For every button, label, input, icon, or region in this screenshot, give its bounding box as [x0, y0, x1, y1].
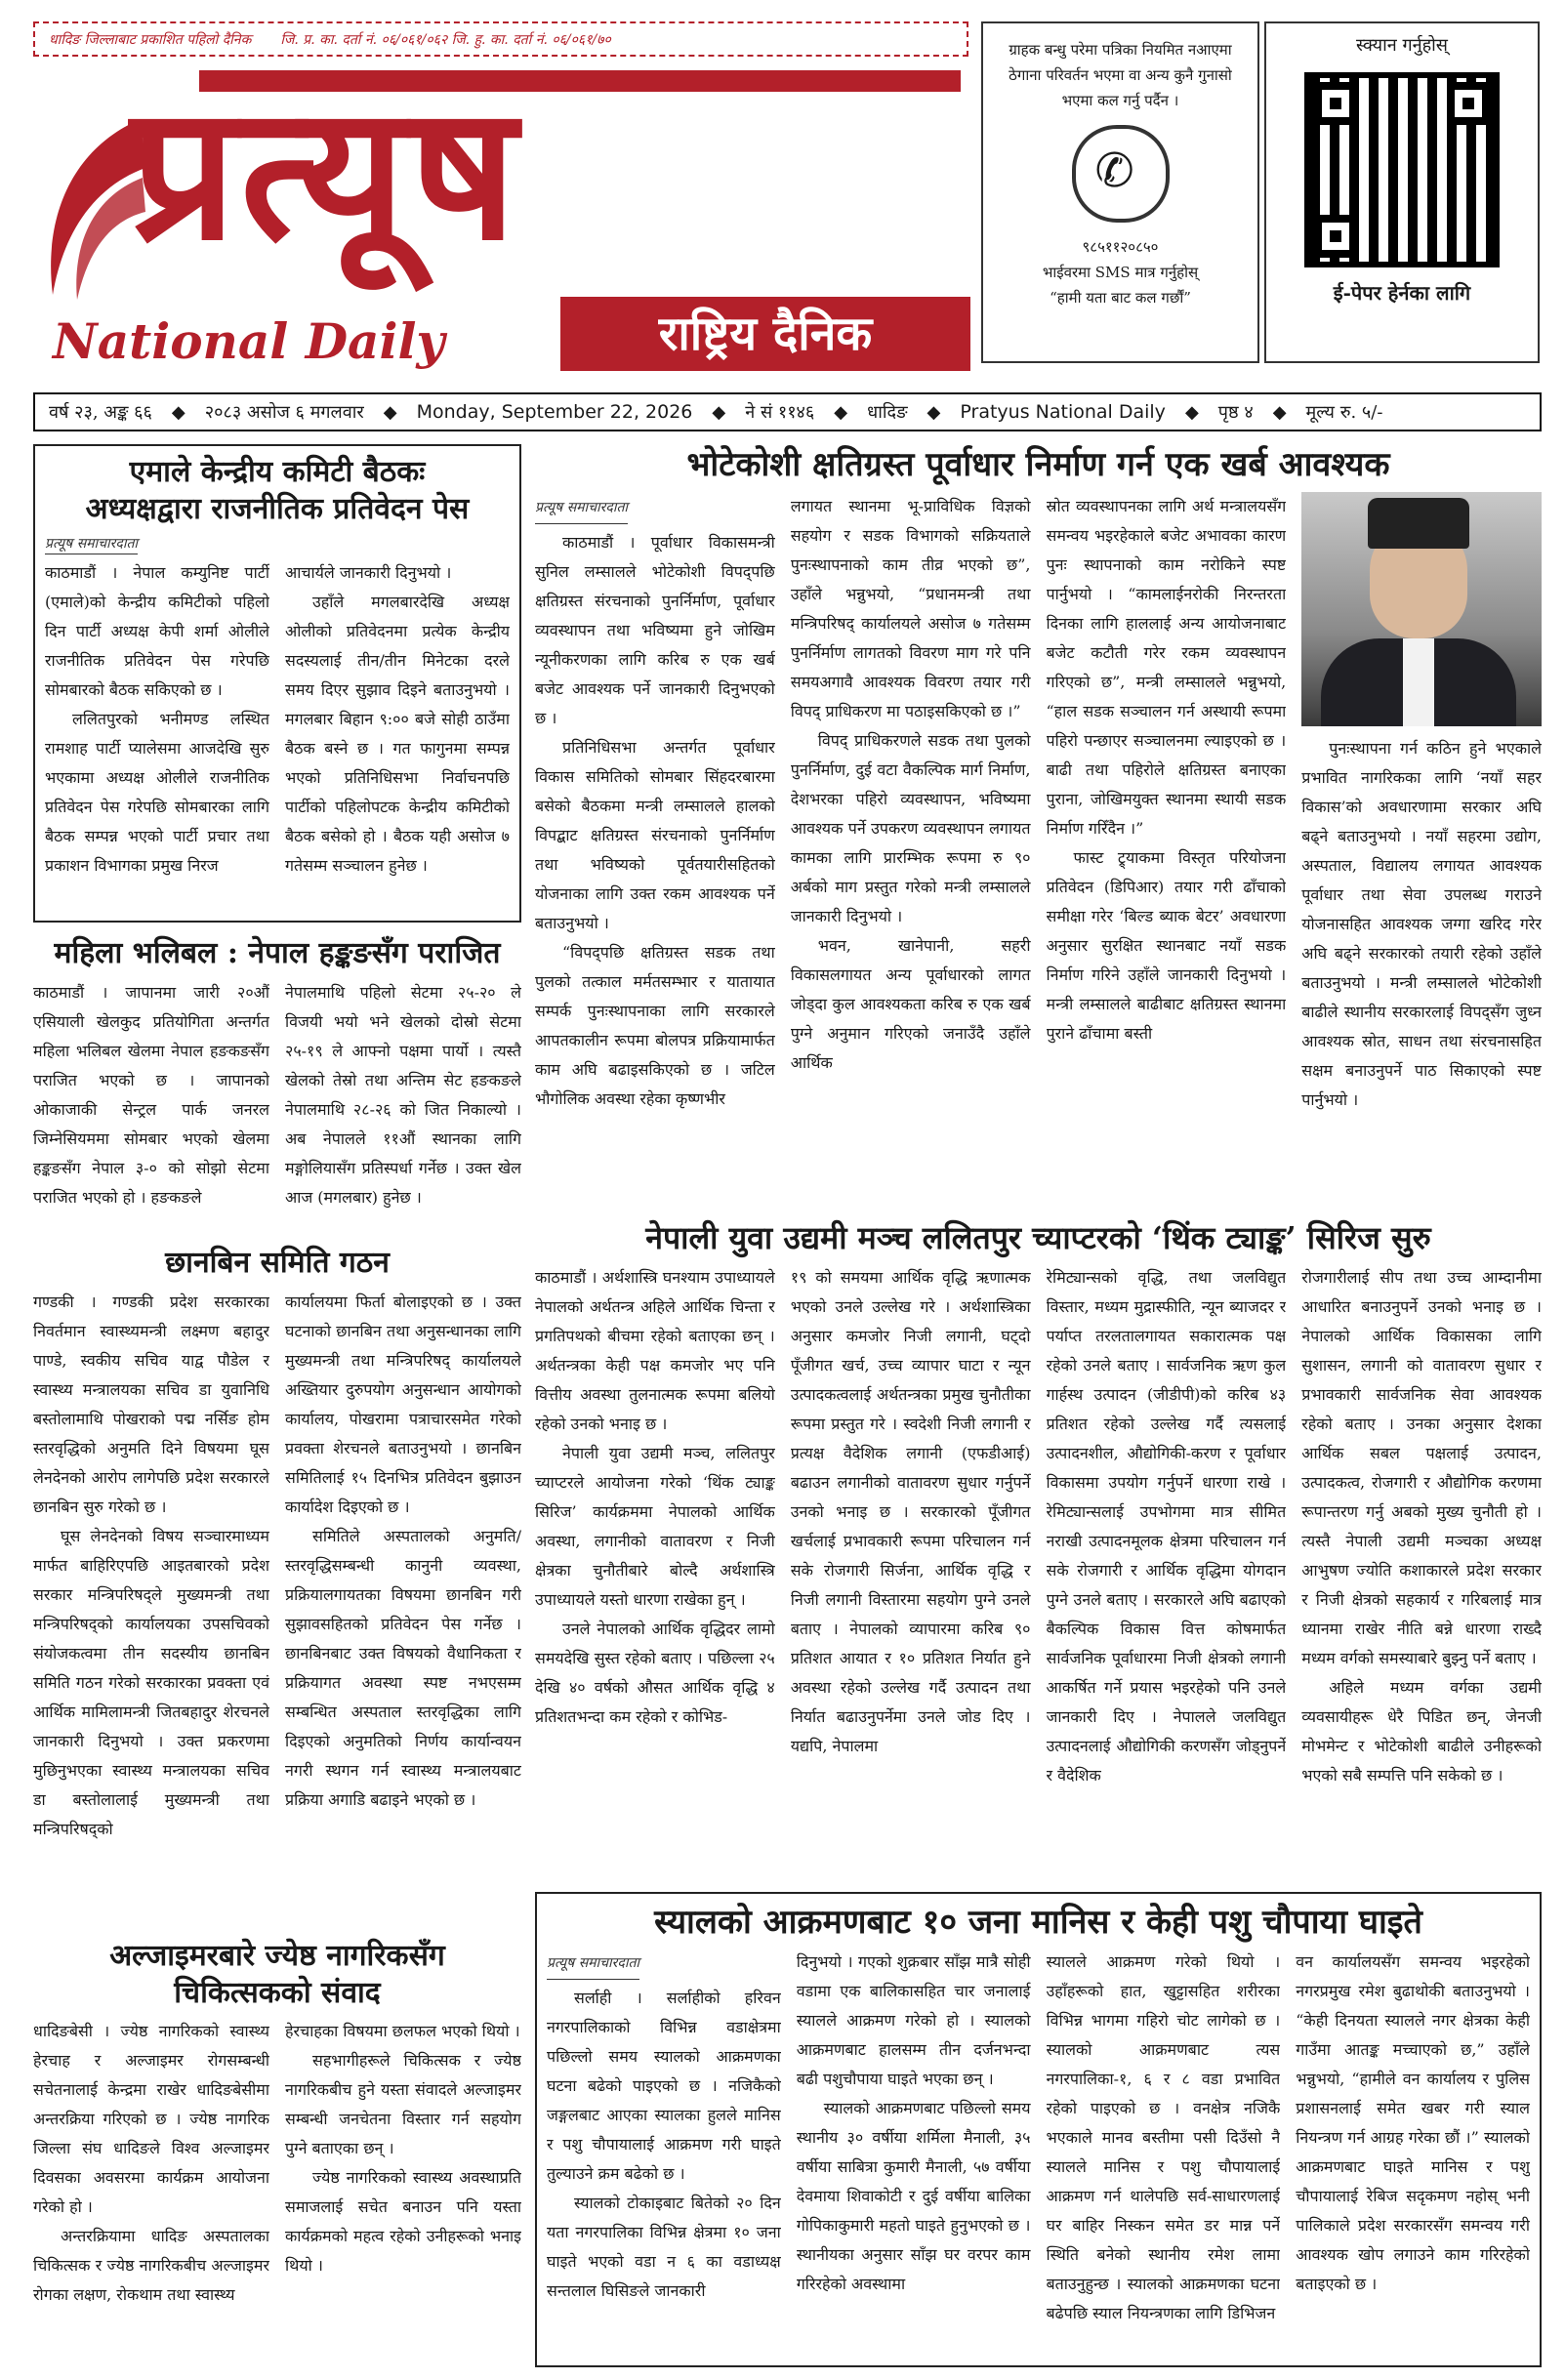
- article-investigation-headline: छानबिन समिति गठन: [165, 1246, 390, 1280]
- article-uml-headline-1: एमाले केन्द्रीय कमिटी बैठकः: [129, 455, 426, 489]
- sms-note: भाईवरमा SMS मात्र गर्नुहोस्: [1042, 264, 1199, 281]
- logo-title: प्रत्यूष: [131, 63, 521, 281]
- english-date: Monday, September 22, 2026: [416, 401, 693, 423]
- article-alzheimer-text: धादिङबेसी । ज्येष्ठ नागरिकको स्वास्थ्य हेरचाह र अल्जाइमर रोगसम्बन्धी सचेतनालाई केन्द्रमा राखेर धादिङबेसीमा अन्तरक्रिया गरिएको छ । ज्येष्ठ नागरिक जिल्ला संघ धादिङले विश्व अल्जाइमर दिवसका अवसरमा कार्यक्रम आयोजना गरेको हो ।: [33, 2022, 269, 2216]
- article-alzheimer-text: ज्येष्ठ नागरिकको स्वास्थ्य अवस्थाप्रति समाजलाई सचेत बनाउन पनि यस्ता कार्यक्रमको महत्व रहेको उनीहरूको भनाइ थियो ।: [285, 2168, 521, 2275]
- subscriber-phone-number: ९८५११२०८५०: [1082, 238, 1159, 256]
- article-youth-text: अहिले मध्यम वर्गका उद्यमी व्यवसायीहरू धेरै पिडित छन्, जेनजी मोभमेन्ट र भोटेकोशी बाढीले उनीहरूको भएको सबै सम्पत्ति पनि सकेको छ ।: [1301, 1678, 1542, 1785]
- article-jackal-text: स्यालले आक्रमण गरेको थियो । उहाँहरूको हात, खुट्टासहित शरीरका विभिन्न भागमा गहिरो चोट लागेको छ । स्यालको आक्रमणबाट त्यस नगरपालिका-१, ६ र ८ वडा प्रभावित रहेको पाइएको छ । वनक्षेत्र नजिकै भएकाले मानव बस्तीमा पसी दिउँसो नै स्यालले मानिस र पशु चौपायालाई आक्रमण गर्न थालेपछि सर्व-साधारणलाई घर बाहिर निस्कन समेत डर मान्न पर्ने स्थिति बनेको स्थानीय रमेश लामा बताउनुहुन्छ । स्यालको आक्रमणका घटना बढेपछि स्याल नियन्त्रणका लागि डिभिजन: [1046, 1951, 1281, 2322]
- article-uml-headline-2: अध्यक्षद्वारा राजनीतिक प्रतिवेदन पेस: [85, 491, 470, 526]
- paper-name: Pratyus National Daily: [960, 401, 1166, 423]
- phone-icon: ✆: [1072, 125, 1170, 223]
- article-jackal: [535, 1892, 1542, 2367]
- article-bhotekoshi-text: लगायत स्थानमा भू-प्राविधिक विज्ञको सहयोग र सडक विभागको सक्रियताले पुनःस्थापनाको काम तीव्र भएको छ”, उहाँले भन्नुभयो, “प्रधानमन्त्री तथा मन्त्रिपरिषद् कार्यालयले असोज ७ गतेसम्म पुनर्निर्माण लागतको विवरण माग गरे पनि समयअगावै आवश्यक विवरण तयार गरी विपद् प्राधिकरण मा पठाइसकिएको छ ।”: [790, 496, 1031, 720]
- article-investigation-text: घूस लेनदेनको विषय सञ्चारमाध्यम मार्फत बाहिरिएपछि आइतबारको प्रदेश सरकार मन्त्रिपरिषद्ले मुख्यमन्त्री तथा मन्त्रिपरिषद्को कार्यालयका उपसचिवको संयोजकत्वमा तीन सदस्यीय छानबिन समिति गठन गरेको सरकारका प्रवक्ता एवं आर्थिक मामिलामन्त्री जितबहादुर शेरचनले जानकारी दिनुभयो । उक्त प्रकरणमा मुछिनुभएका स्वास्थ्य मन्त्रालयका सचिव डा बस्तोलालाई मुख्यमन्त्री तथा मन्त्रिपरिषद्को: [33, 1526, 269, 1838]
- article-alzheimer-text: अन्तरक्रियामा धादिङ अस्पतालका चिकित्सक र ज्येष्ठ नागरिकबीच अल्जाइमर रोगका लक्षण, रोकथाम तथा स्वास्थ्य: [33, 2227, 269, 2304]
- article-investigation-text: कार्यालयमा फिर्ता बोलाइएको छ । उक्त घटनाको छानबिन तथा अनुसन्धानका लागि मुख्यमन्त्री तथा मन्त्रिपरिषद् कार्यालयले अख्तियार दुरुपयोग अनुसन्धान आयोगको कार्यालय, पोखरामा पत्राचारसमेत गरेको प्रवक्ता शेरचनले बताउनुभयो । छानबिन समितिलाई १५ दिनभित्र प्रतिवेदन बुझाउन कार्यादेश दिइएको छ ।: [285, 1292, 521, 1516]
- publication-place: धादिङ: [867, 402, 908, 423]
- page-number: पृष्ठ ४: [1217, 402, 1254, 423]
- article-alzheimer-headline-1: अल्जाइमरबारे ज्येष्ठ नागरिकसँग: [109, 1939, 445, 1973]
- article-uml-text: आचार्यले जानकारी दिनुभयो ।: [285, 563, 452, 582]
- article-uml-text: ललितपुरको भनीमण्ड लस्थित रामशाह पार्टी प्यालेसमा आजदेखि सुरु भएकामा अध्यक्ष ओलीले राजनीतिक प्रतिवेदन पेस गरेपछि सोमबारका लागि बैठक सम्पन्न भएको पार्टी प्रचार तथा प्रकाशन विभागका प्रमुख निरज: [45, 710, 269, 875]
- article-bhotekoshi-text: भवन, खानेपानी, सहरी विकासलगायत अन्य पूर्वाधारको लागत जोड्दा कुल आवश्यकता करिब रु एक खर्ब पुग्ने अनुमान गरिएको जनाउँदै उहाँले आर्थिक: [790, 935, 1031, 1072]
- article-uml: [33, 444, 521, 923]
- article-bhotekoshi-text: “विपद्पछि क्षतिग्रस्त सडक तथा पुलको तत्काल मर्मतसम्भार र यातायात सम्पर्क पुनःस्थापनाका लागि सरकारले आपतकालीन रूपमा बोलपत्र प्रक्रियामार्फत काम अघि बढाइसकिएको छ । जटिल भौगोलिक अवस्था रहेका कृष्णभीर: [535, 942, 775, 1108]
- article-jackal-text: वन कार्यालयसँग समन्वय भइरहेको नगरप्रमुख रमेश बुढाथोकी बताउनुभयो । “केही दिनयता स्यालले नगर क्षेत्रका केही गाउँमा आतङ्क मच्चाएको छ,” उहाँले भन्नुभयो, “हामीले वन कार्यालय र पुलिस प्रशासनलाई समेत खबर गरी स्याल नियन्त्रण गर्न आग्रह गरेका छौं ।” स्यालको आक्रमणबाट घाइते मानिस र पशु चौपायालाई रेबिज सदृकमण नहोस् भनी पालिकाले प्रदेश सरकारसँग समन्वय गरी आवश्यक खोप लगाउने काम गरिरहेको बताइएको छ ।: [1296, 1951, 1530, 2293]
- article-bhotekoshi-text: फास्ट ट्र्याकमा विस्तृत परियोजना प्रतिवेदन (डिपिआर) तयार गरी ढाँचाको समीक्षा गरेर ‘बिल्ड ब्याक बेटर’ अवधारणा अनुसार सुरक्षित स्थानबाट नयाँ सडक निर्माण गरिने उहाँले जानकारी दिनुभयो । मन्त्री लम्सालले बाढीबाट क्षतिग्रस्त स्थानमा पुराने ढाँचामा बस्ती: [1046, 847, 1287, 1043]
- article-volleyball-text: काठमाडौं । जापानमा जारी २०औं एसियाली खेलकुद प्रतियोगिता अन्तर्गत महिला भलिबल खेलमा नेपाल हङकङसँग पराजित भएको छ । जापानको ओकाजाकी सेन्ट्रल पार्क जनरल जिम्नेसियममा सोमबार भएको खेलमा हङ्कङसँग नेपाल ३-० को सोझो सेटमा पराजित भएको हो । हङकङले: [33, 982, 269, 1207]
- article-bhotekoshi-text: प्रतिनिधिसभा अन्तर्गत पूर्वाधार विकास समितिको सोमबार सिंहदरबारमा बसेको बैठकमा मन्त्री लम्सालले हालको विपद्बाट क्षतिग्रस्त संरचनाको पुनर्निर्माण तथा भविष्यको पूर्वतयारीसहितको योजनाका लागि उक्त रकम आवश्यक पर्ने बताउनुभयो ।: [535, 737, 775, 932]
- top-strip-tagline: धादिङ जिल्लाबाट प्रकाशित पहिलो दैनिक: [49, 31, 252, 48]
- article-jackal-headline: स्यालको आक्रमणबाट १० जना मानिस र केही पशु चौपाया घाइते: [654, 1903, 1422, 1942]
- article-bhotekoshi: [535, 444, 1542, 1215]
- article-bhotekoshi-text: काठमाडौं । पूर्वाधार विकासमन्त्री सुनिल लम्सालले भोटेकोशी विपद्पछि क्षतिग्रस्त संरचनाको पुनर्निर्माण, पूर्वाधार व्यवस्थापन तथा भविष्यमा हुने जोखिम न्यूनीकरणका लागि करिब रु एक खर्ब बजेट आवश्यक पर्ने जानकारी दिनुभएको छ ।: [535, 532, 775, 727]
- logo-english-subtitle: National Daily: [53, 312, 445, 370]
- article-bhotekoshi-byline: प्रत्यूष समाचारदाता: [535, 493, 628, 524]
- newspaper-logo: [33, 63, 970, 373]
- article-investigation-text: गण्डकी । गण्डकी प्रदेश सरकारका निवर्तमान स्वास्थ्यमन्त्री लक्ष्मण बहादुर पाण्डे, स्वकीय सचिव याद्व पौडेल र स्वास्थ्य मन्त्रालयका सचिव डा युवानिधि बस्तोलामाथि पोखराको पद्म नर्सिङ होम स्तरवृद्धिको अनुमति दिने विषयमा घूस लेनदेनको आरोप लागेपछि प्रदेश सरकारले छानबिन सुरु गरेको छ ।: [33, 1292, 269, 1516]
- scan-label: स्क्यान गर्नुहोस्: [1356, 35, 1448, 56]
- article-youth-text: उनले नेपालको आर्थिक वृद्धिदर लामो समयदेखि सुस्त रहेको बताए । पछिल्ला २५ देखि ४० वर्षको औसत आर्थिक वृद्धि ४ प्रतिशतभन्दा कम रहेको र कोभिड-: [535, 1620, 775, 1726]
- article-bhotekoshi-text: पुनःस्थापना गर्न कठिन हुने भएकाले प्रभावित नागरिकका लागि ‘नयाँ सहर विकास’को अवधारणामा सरकार अघि बढ्ने बताउनुभयो । नयाँ सहरमा उद्योग, अस्पताल, विद्यालय लगायत आवश्यक पूर्वाधार तथा सेवा उपलब्ध गराउने योजनासहित आवश्यक जग्गा खरिद गरेर अघि बढ्ने सरकारको तयारी रहेको उहाँले बताउनुभयो । मन्त्री लम्सालले भोटेकोशी बाढीले स्थानीय सरकारलाई विपद्सँग जुध्न आवश्यक स्रोत, साधन तथा संरचनासहित सक्षम बनाउनुपर्ने पाठ सिकाएको स्पष्ट पार्नुभयो ।: [1301, 738, 1542, 1109]
- article-investigation-text: समितिले अस्पतालको अनुमति/स्तरवृद्धिसम्बन्धी कानुनी व्यवस्था, प्रक्रियालगायतका विषयमा छानबिन गरी सुझावसहितको प्रतिवेदन पेस गर्नेछ । छानबिनबाट उक्त विषयको वैधानिकता र प्रक्रियागत अवस्था स्पष्ट नभएसम्म सम्बन्धित अस्पताल स्तरवृद्धिका लागि दिइएको अनुमतिको निर्णय कार्यान्वयन नगरी स्थगन गर्न स्वास्थ्य मन्त्रालयबाट प्रक्रिया अगाडि बढाइने भएको छ ।: [285, 1526, 521, 1809]
- article-alzheimer-text: हेरचाहका विषयमा छलफल भएको थियो ।: [285, 2022, 520, 2040]
- article-bhotekoshi-text: विपद् प्राधिकरणले सडक तथा पुलको पुनर्निर्माण, दुई वटा वैकल्पिक मार्ग निर्माण, देशभरका पहिरो व्यवस्थापन, भविष्यमा आवश्यक पर्ने उपकरण व्यवस्थापन लगायत कामका लागि प्रारम्भिक रूपमा रु ९० अर्बको माग प्रस्तुत गरेको मन्त्री लम्सालले जानकारी दिनुभयो ।: [790, 730, 1031, 925]
- article-bhotekoshi-text: स्रोत व्यवस्थापनका लागि अर्थ मन्त्रालयसँग समन्वय भइरहेकाले बजेट अभावका कारण पुनः स्थापनाको काम नरोकिने स्पष्ट पार्नुभयो । “कामलाईनरोकी निरन्तरता दिनका लागि हाललाई अन्य आयोजनाबाट बजेट कटौती गरेर रकम व्यवस्थापन गरिएको छ”, मन्त्री लम्सालले भन्नुभयो, “हाल सडक सञ्चालन गर्न अस्थायी रूपमा पहिरो पन्छाएर सञ्चालनमा ल्याइएको छ । बाढी तथा पहिरोले क्षतिग्रस्त बनाएका पुराना, जोखिमयुक्त स्थानमा स्थायी सडक निर्माण गरिँदैन ।”: [1046, 496, 1287, 838]
- subscriber-notice-box: [981, 21, 1259, 363]
- subscriber-notice-text: ग्राहक बन्धु परेमा पत्रिका नियमित नआएमा ठेगाना परिवर्तन भएमा वा अन्य कुनै गुनासो भएमा कल गर्नु पर्दैन ।: [1009, 41, 1232, 109]
- price: मूल्य रु. ५/-: [1305, 402, 1383, 423]
- article-youth-headline: नेपाली युवा उद्यमी मञ्च ललितपुर च्याप्टरको ‘थिंक ट्याङ्क’ सिरिज सुरु: [645, 1219, 1431, 1256]
- article-investigation: [33, 1245, 521, 1928]
- minister-photo: [1301, 492, 1542, 726]
- masthead-top-strip: [33, 21, 968, 57]
- article-uml-byline: प्रत्यूष समाचारदाता: [45, 534, 138, 554]
- article-jackal-text: स्यालको आक्रमणबाट पछिल्लो समय स्थानीय ३० वर्षीया शर्मिला मैनाली, ३५ वर्षीया साबित्रा कुमारी मैनाली, ५७ वर्षीया देवमाया शिवाकोटी र दुई वर्षीया बालिका गोपिकाकुमारी महतो घाइते हुनुभएको छ । स्थानीयका अनुसार साँझ घर वरपर काम गरिरहेको अवस्थामा: [796, 2098, 1031, 2293]
- article-alzheimer-headline-2: चिकित्सकको संवाद: [174, 1975, 381, 2010]
- article-alzheimer-text: सहभागीहरूले चिकित्सक र ज्येष्ठ नागरिकबीच हुने यस्ता संवादले अल्जाइमर सम्बन्धी जनचेतना विस्तार गर्न सहयोग पुग्ने बताएका छन् ।: [285, 2051, 521, 2157]
- nepali-date: २०८३ असोज ६ मगलवार: [204, 402, 364, 423]
- article-jackal-text: दिनुभयो । गएको शुक्रबार साँझ मात्रै सोही वडामा एक बालिकासहित चार जनालाई स्यालले आक्रमण गरेको हो । स्यालको आक्रमणबाट हालसम्म तीन दर्जनभन्दा बढी पशुचौपाया घाइते भएका छन् ।: [796, 1951, 1031, 2088]
- logo-nepali-subtitle: राष्ट्रिय दैनिक: [560, 297, 970, 371]
- article-youth-text: १९ को समयमा आर्थिक वृद्धि ऋणात्मक भएको उनले उल्लेख गरे । अर्थशास्त्रिका अनुसार कमजोर निजी लगानी, घट्दो पूँजीगत खर्च, उच्च व्यापार घाटा र न्यून उत्पादकत्वलाई अर्थतन्त्रका प्रमुख चुनौतीका रूपमा प्रस्तुत गरे । स्वदेशी निजी लगानी र प्रत्यक्ष वैदेशिक लगानी (एफडीआई) बढाउन लगानीको वातावरण सुधार गर्नुपर्ने उनको भनाइ छ । सरकारको पूँजीगत खर्चलाई प्रभावकारी रूपमा परिचालन गर्न सके रोजगारी सिर्जना, आर्थिक वृद्धि र निजी लगानी विस्तारमा सहयोग पुग्ने उनले बताए । नेपालको व्यापारमा करिब ९० प्रतिशत आयात र १० प्रतिशत निर्यात हुने अवस्था रहेको उल्लेख गर्दै उत्पादन तथा निर्यात बढाउनुपर्नेमा उनले जोड दिए । यद्यपि, नेपालमा: [790, 1268, 1031, 1755]
- article-volleyball: [33, 935, 521, 1238]
- article-youth-text: काठमाडौं । अर्थशास्त्रि घनश्याम उपाध्यायले नेपालको अर्थतन्त्र अहिले आर्थिक चिन्ता र प्रगतिपथको बीचमा रहेको बताएका छन् । अर्थतन्त्रका केही पक्ष कमजोर भए पनि वित्तीय अवस्था तुलनात्मक रूपमा बलियो रहेको उनको भनाइ छ ।: [535, 1268, 775, 1433]
- epaper-label: ई-पेपर हेर्नका लागि: [1333, 281, 1471, 305]
- article-jackal-text: सर्लाही । सर्लाहीको हरिवन नगरपालिकाको विभिन्न वडाक्षेत्रमा पछिल्लो समय स्यालको आक्रमणका घटना बढेको पाइएको छ । नजिकैको जङ्गलबाट आएका स्यालका हुलले मानिस र पशु चौपायालाई आक्रमण गरी घाइते तुल्याउने क्रम बढेको छ ।: [547, 1988, 781, 2183]
- dateline-bar: वर्ष २३, अङ्क ६६ ◆ २०८३ असोज ६ मगलवार ◆ Monday, September 22, 2026 ◆ ने सं ११४६ ◆ धादिङ ◆ Pratyus National Daily ◆ पृष्ठ ४ ◆ मूल्य रु. ५/-: [33, 392, 1542, 431]
- qr-code-box: [1264, 21, 1540, 363]
- article-volleyball-headline: महिला भलिबल : नेपाल हङ्कङसँग पराजित: [54, 936, 501, 970]
- article-youth: [535, 1218, 1542, 1884]
- qr-code-icon[interactable]: [1304, 72, 1500, 267]
- sms-quote: “हामी यता बाट कल गर्छौं”: [1050, 289, 1191, 307]
- article-alzheimer: [33, 1938, 521, 2367]
- article-volleyball-text: नेपालमाथि पहिलो सेटमा २५-२० ले विजयी भयो भने खेलको दोस्रो सेटमा २५-१९ ले आफ्नो पक्षमा पार्यो । त्यस्तै खेलको तेस्रो तथा अन्तिम सेट हङकङले नेपालमाथि २८-२६ को जित निकाल्यो । अब नेपालले ११औं स्थानका लागि मङ्गोलियासँग प्रतिस्पर्धा गर्नेछ । उक्त खेल आज (मगलबार) हुनेछ ।: [285, 982, 521, 1207]
- top-strip-registration: जि. प्र. का. दर्ता नं. ०६/०६१/०६२ जि. हु. का. दर्ता नं. ०६/०६१/७०: [280, 31, 611, 48]
- article-jackal-byline: प्रत्यूष समाचारदाता: [547, 1949, 639, 1980]
- article-youth-text: रेमिट्यान्सको वृद्धि, तथा जलविद्युत विस्तार, मध्यम मुद्रास्फीति, न्यून ब्याजदर र पर्याप्त तरलतालगायत सकारात्मक पक्ष रहेको उनले बताए । सार्वजनिक ऋण कुल गार्हस्थ उत्पादन (जीडीपी)को करिब ४३ प्रतिशत रहेको उल्लेख गर्दै त्यसलाई उत्पादनशील, औद्योगिकी-करण र पूर्वाधार विकासमा उपयोग गर्नुपर्ने धारणा राखे । रेमिट्यान्सलाई उपभोगमा मात्र सीमित नराखी उत्पादनमूलक क्षेत्रमा परिचालन गर्न सके रोजगारी र आर्थिक वृद्धिमा योगदान पुग्ने उनले बताए । सरकारले अघि बढाएको बैकल्पिक विकास वित्त कोषमार्फत सार्वजनिक पूर्वाधारमा निजी क्षेत्रको लगानी आकर्षित गर्ने प्रयास भइरहेको पनि उनले जानकारी दिए । नेपालले जलविद्युत उत्पादनलाई औद्योगिकी करणसँग जोड्नुपर्ने र वैदेशिक: [1046, 1268, 1287, 1785]
- article-uml-text: काठमाडौं । नेपाल कम्युनिष्ट पार्टी (एमाले)को केन्द्रीय कमिटीको पहिलो दिन पार्टी अध्यक्ष केपी शर्मा ओलीले राजनीतिक प्रतिवेदन पेस गरेपछि सोमबारको बैठक सकिएको छ ।: [45, 563, 269, 699]
- nepal-sambat: ने सं ११४६: [745, 402, 815, 423]
- article-bhotekoshi-headline: भोटेकोशी क्षतिग्रस्त पूर्वाधार निर्माण गर्न एक खर्ब आवश्यक: [686, 445, 1390, 484]
- article-jackal-text: स्यालको टोकाइबाट बितेको २० दिन यता नगरपालिका विभिन्न क्षेत्रमा १० जना घाइते भएको वडा न ६ का वडाध्यक्ष सन्तलाल घिसिङले जानकारी: [547, 2193, 781, 2300]
- article-uml-text: उहाँले मगलबारदेखि अध्यक्ष ओलीको प्रतिवेदनमा प्रत्येक केन्द्रीय सदस्यलाई तीन/तीन मिनेटका दरले समय दिएर सुझाव दिइने बताउनुभयो । मगलबार बिहान ९:०० बजे सोही ठाउँमा बैठक बस्ने छ । गत फागुनमा सम्पन्न भएको प्रतिनिधिसभा निर्वाचनपछि पार्टीको पहिलोपटक केन्द्रीय कमिटीको बैठक बसेको हो । बैठक यही असोज ७ गतेसम्म सञ्चालन हुनेछ ।: [285, 593, 510, 875]
- volume-issue: वर्ष २३, अङ्क ६६: [49, 402, 152, 423]
- article-youth-text: रोजगारीलाई सीप तथा उच्च आम्दानीमा आधारित बनाउनुपर्ने उनको भनाइ छ । नेपालको आर्थिक विकासका लागि सुशासन, लगानी को वातावरण सुधार र प्रभावकारी सार्वजनिक सेवा आवश्यक रहेको बताए । उनका अनुसार देशका आर्थिक सबल पक्षलाई उत्पादन, उत्पादकत्व, रोजगारी र औद्योगिक करणमा रूपान्तरण गर्नु अबको मुख्य चुनौती हो । त्यस्तै नेपाली उद्यमी मञ्चका अध्यक्ष आभुषण ज्योति कशाकारले प्रदेश सरकार र निजी क्षेत्रको सहकार्य र गरिबलाई मात्र ध्यानमा राखेर नीति बन्ने धारणा राख्दै मध्यम वर्गको समस्याबारे बुझ्नु पर्ने बताए ।: [1301, 1268, 1542, 1667]
- article-youth-text: नेपाली युवा उद्यमी मञ्च, ललितपुर च्याप्टरले आयोजना गरेको ‘थिंक ट्याङ्क सिरिज’ कार्यक्रममा नेपालको आर्थिक अवस्था, लगानीको वातावरण र निजी क्षेत्रका चुनौतीबारे बोल्दै अर्थशास्त्रि उपाध्यायले यस्तो धारणा राखेका हुन् ।: [535, 1444, 775, 1609]
